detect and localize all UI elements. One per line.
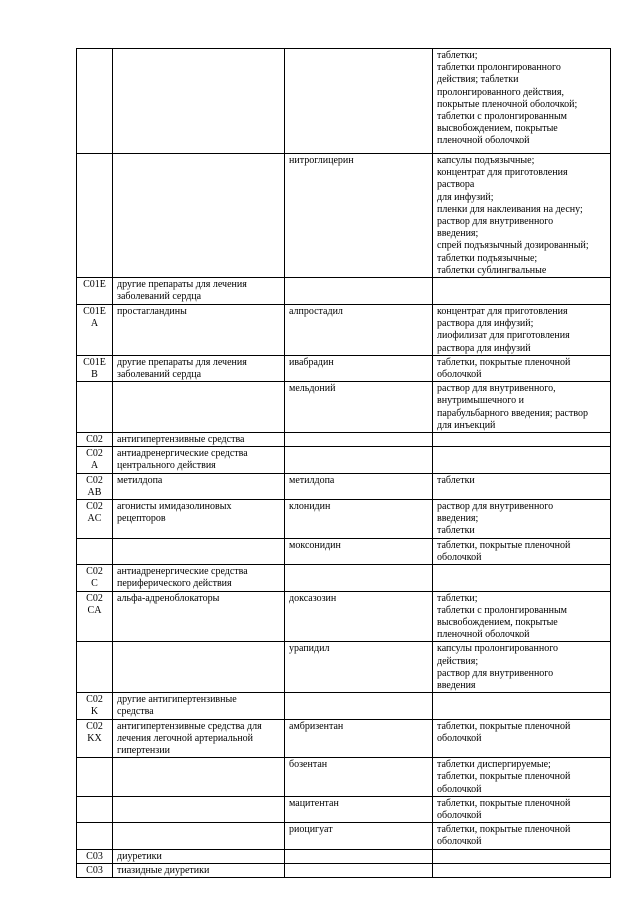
atc-code-cell: C02 C xyxy=(77,565,113,591)
dosage-forms-cell: таблетки; таблетки пролонгированного действия; таблетки пролонгированного действия, покрытые пленочной оболочкой; таблетки с пролонгированным высвобождением, покрытые пленочной оболочкой xyxy=(433,49,611,154)
table-row xyxy=(77,823,611,849)
substance-name-cell: урапидил xyxy=(285,642,433,693)
substance-name-cell: доксазозин xyxy=(285,591,433,642)
substance-name-cell: мельдоний xyxy=(285,382,433,433)
atc-code-cell xyxy=(77,538,113,564)
substance-name-cell xyxy=(285,849,433,863)
dosage-forms-cell xyxy=(433,693,611,719)
table-row xyxy=(77,382,611,433)
table-row xyxy=(77,591,611,642)
dosage-forms-cell xyxy=(433,447,611,473)
dosage-forms-cell: таблетки xyxy=(433,473,611,499)
table-row xyxy=(77,693,611,719)
group-name-cell: диуретики xyxy=(113,849,285,863)
dosage-forms-cell: раствор для внутривенного, внутримышечного и парабульбарного введения; раствор для инъекций xyxy=(433,382,611,433)
atc-code-cell: C02 AB xyxy=(77,473,113,499)
atc-code-cell: C02 xyxy=(77,433,113,447)
group-name-cell: альфа-адреноблокаторы xyxy=(113,591,285,642)
atc-code-cell: C01E xyxy=(77,278,113,305)
substance-name-cell: алпростадил xyxy=(285,305,433,356)
atc-code-cell xyxy=(77,758,113,797)
dosage-forms-cell xyxy=(433,849,611,863)
substance-name-cell: клонидин xyxy=(285,500,433,539)
dosage-forms-cell xyxy=(433,278,611,305)
atc-code-cell xyxy=(77,382,113,433)
substance-name-cell: ивабрадин xyxy=(285,355,433,381)
atc-code-cell xyxy=(77,49,113,154)
group-name-cell: антиадренергические средства периферического действия xyxy=(113,565,285,591)
table-row xyxy=(77,796,611,822)
table-row xyxy=(77,433,611,447)
group-name-cell: метилдопа xyxy=(113,473,285,499)
group-name-cell: другие препараты для лечения заболеваний сердца xyxy=(113,278,285,305)
substance-name-cell: мацитентан xyxy=(285,796,433,822)
table-row xyxy=(77,719,611,758)
table-row xyxy=(77,538,611,564)
group-name-cell xyxy=(113,154,285,278)
atc-code-cell: C02 AC xyxy=(77,500,113,539)
dosage-forms-cell: капсулы подъязычные; концентрат для приготовления раствора для инфузий; пленки для наклеивания на десну; раствор для внутривенного введения; спрей подъязычный дозированный; таблетки подъязычные; таблетки сублингвальные xyxy=(433,154,611,278)
substance-name-cell: риоцигуат xyxy=(285,823,433,849)
dosage-forms-cell: таблетки, покрытые пленочной оболочкой xyxy=(433,823,611,849)
group-name-cell xyxy=(113,642,285,693)
group-name-cell: другие препараты для лечения заболеваний сердца xyxy=(113,355,285,381)
group-name-cell: тиазидные диуретики xyxy=(113,863,285,877)
group-name-cell xyxy=(113,823,285,849)
group-name-cell xyxy=(113,382,285,433)
substance-name-cell: нитроглицерин xyxy=(285,154,433,278)
group-name-cell: антиадренергические средства центрального действия xyxy=(113,447,285,473)
group-name-cell xyxy=(113,758,285,797)
dosage-forms-cell: раствор для внутривенного введения; таблетки xyxy=(433,500,611,539)
substance-name-cell xyxy=(285,863,433,877)
atc-code-cell: C02 CA xyxy=(77,591,113,642)
atc-code-cell: C03 xyxy=(77,863,113,877)
dosage-forms-cell: таблетки диспергируемые; таблетки, покрытые пленочной оболочкой xyxy=(433,758,611,797)
table-row xyxy=(77,849,611,863)
substance-name-cell xyxy=(285,278,433,305)
group-name-cell: антигипертензивные средства для лечения легочной артериальной гипертензии xyxy=(113,719,285,758)
dosage-forms-cell: капсулы пролонгированного действия; раствор для внутривенного введения xyxy=(433,642,611,693)
dosage-forms-cell: таблетки; таблетки с пролонгированным высвобождением, покрытые пленочной оболочкой xyxy=(433,591,611,642)
substance-name-cell xyxy=(285,565,433,591)
table-row xyxy=(77,642,611,693)
dosage-forms-cell: концентрат для приготовления раствора для инфузий; лиофилизат для приготовления раствора для инфузий xyxy=(433,305,611,356)
substance-name-cell: метилдопа xyxy=(285,473,433,499)
atc-code-cell xyxy=(77,642,113,693)
substance-name-cell: бозентан xyxy=(285,758,433,797)
substance-name-cell xyxy=(285,49,433,154)
dosage-forms-cell: таблетки, покрытые пленочной оболочкой xyxy=(433,538,611,564)
substance-name-cell xyxy=(285,433,433,447)
substance-name-cell: моксонидин xyxy=(285,538,433,564)
table-row xyxy=(77,278,611,305)
group-name-cell: другие антигипертензивные средства xyxy=(113,693,285,719)
atc-code-cell: C01E B xyxy=(77,355,113,381)
table-row xyxy=(77,355,611,381)
group-name-cell: агонисты имидазолиновых рецепторов xyxy=(113,500,285,539)
table-row xyxy=(77,473,611,499)
atc-code-cell xyxy=(77,154,113,278)
table-row xyxy=(77,154,611,278)
group-name-cell: антигипертензивные средства xyxy=(113,433,285,447)
table-row xyxy=(77,758,611,797)
table-row xyxy=(77,447,611,473)
atc-code-cell: C02 KX xyxy=(77,719,113,758)
atc-code-cell: C01E A xyxy=(77,305,113,356)
atc-code-cell xyxy=(77,796,113,822)
substance-name-cell xyxy=(285,693,433,719)
atc-code-cell: C02 A xyxy=(77,447,113,473)
group-name-cell xyxy=(113,796,285,822)
table-row xyxy=(77,863,611,877)
table-row xyxy=(77,565,611,591)
group-name-cell xyxy=(113,49,285,154)
atc-code-cell: C02 K xyxy=(77,693,113,719)
dosage-forms-cell xyxy=(433,565,611,591)
atc-code-cell: C03 xyxy=(77,849,113,863)
substance-name-cell xyxy=(285,447,433,473)
table-body xyxy=(77,49,611,878)
atc-code-cell xyxy=(77,823,113,849)
dosage-forms-cell: таблетки, покрытые пленочной оболочкой xyxy=(433,719,611,758)
dosage-forms-cell xyxy=(433,433,611,447)
dosage-forms-cell: таблетки, покрытые пленочной оболочкой xyxy=(433,355,611,381)
table-row xyxy=(77,305,611,356)
group-name-cell xyxy=(113,538,285,564)
table-row xyxy=(77,500,611,539)
substance-name-cell: амбризентан xyxy=(285,719,433,758)
table-row xyxy=(77,49,611,154)
dosage-forms-cell: таблетки, покрытые пленочной оболочкой xyxy=(433,796,611,822)
drug-classification-table xyxy=(76,48,611,878)
dosage-forms-cell xyxy=(433,863,611,877)
group-name-cell: простагландины xyxy=(113,305,285,356)
